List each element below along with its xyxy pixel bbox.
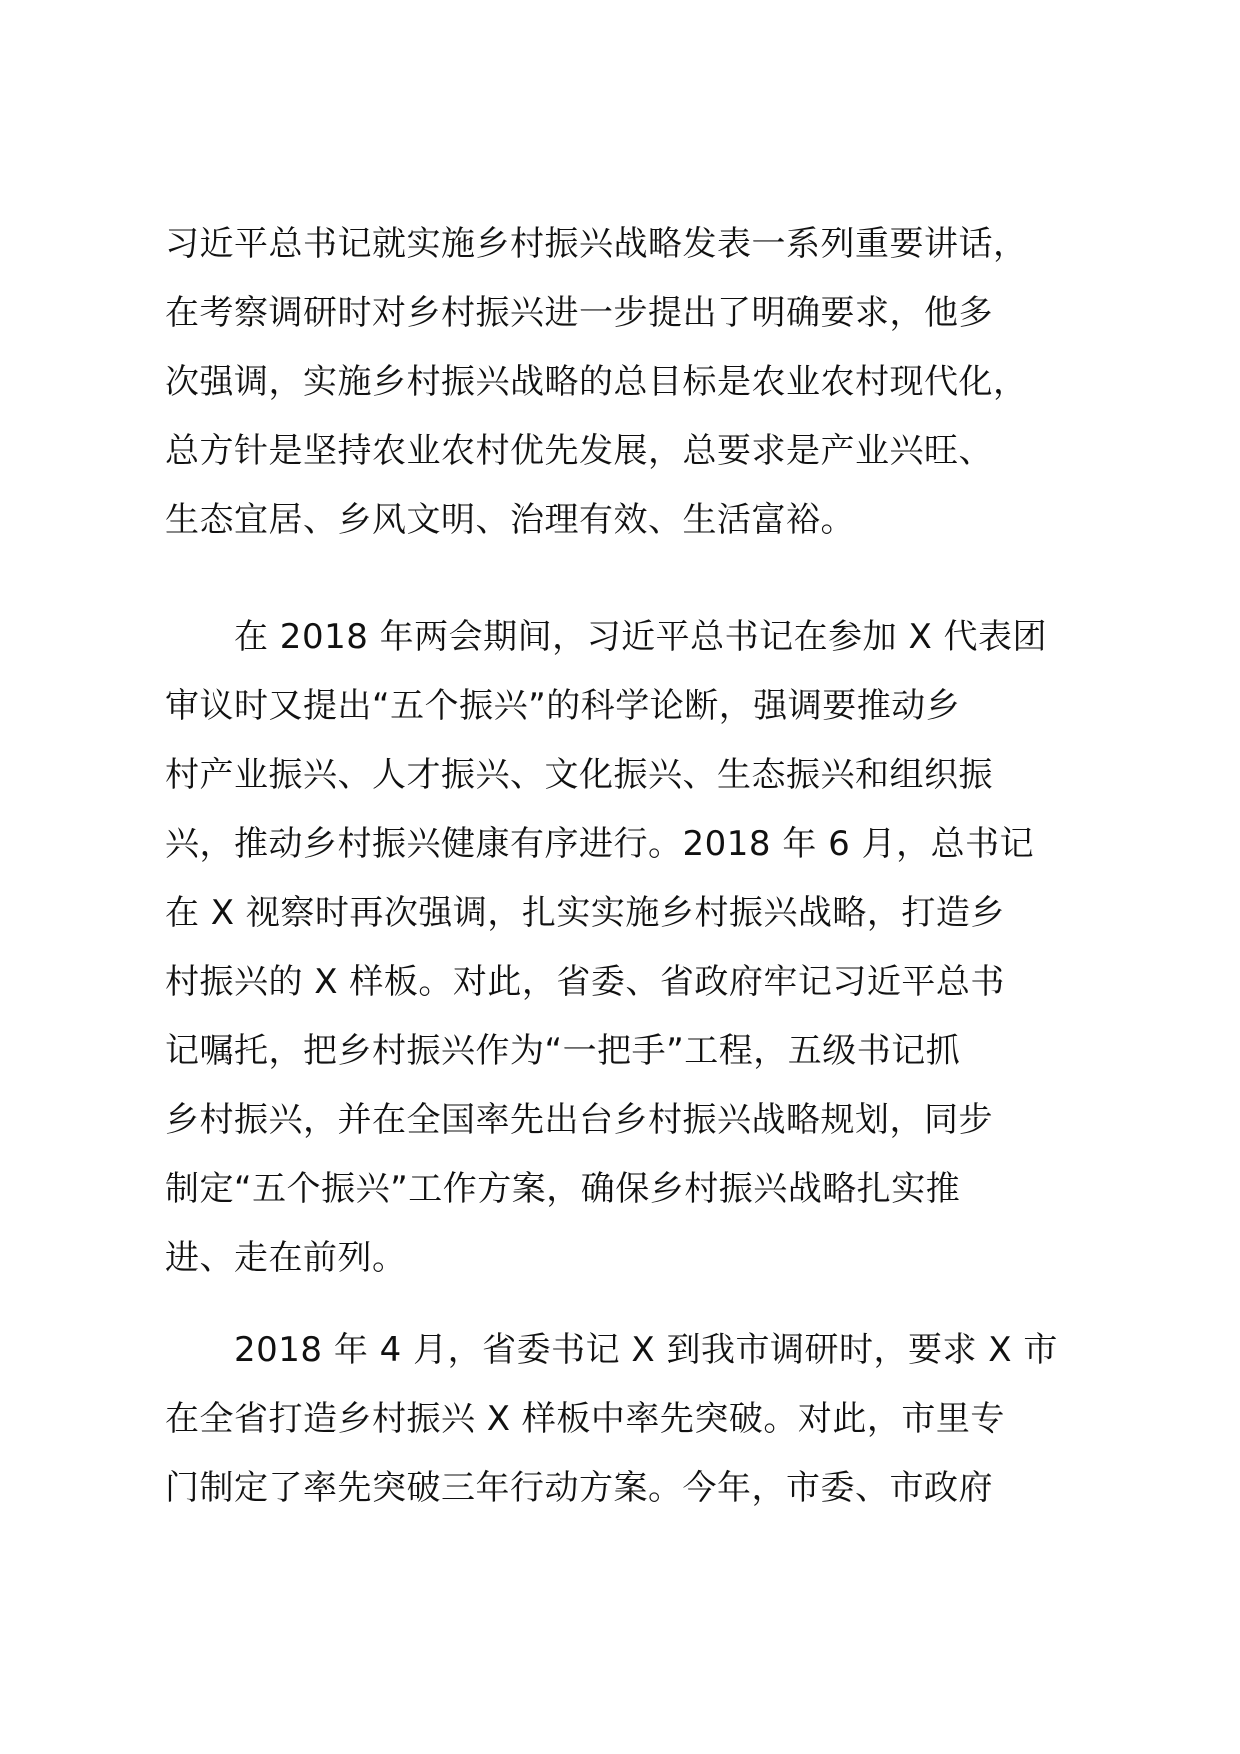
paragraph-1 [165,210,1125,555]
paragraph-2 [165,603,1125,1293]
text-line: 门制定了率先突破三年行动方案。今年，市委、市政府 [165,1468,993,1508]
text-line: 生态宜居、乡风文明、治理有效、生活富裕。 [165,500,855,540]
paragraph-3 [165,1316,1125,1523]
text-line: 村振兴的 X 样板。对此，省委、省政府牢记习近平总书 [165,962,1005,1002]
text-line: 2018 年 4 月，省委书记 X 到我市调研时，要求 X 市 [165,1330,1058,1370]
text-line: 进、走在前列。 [165,1238,407,1278]
text-line: 在 2018 年两会期间，习近平总书记在参加 X 代表团 [165,617,1048,657]
text-line: 记嘱托，把乡村振兴作为“一把手”工程，五级书记抓 [165,1031,961,1071]
text-line: 习近平总书记就实施乡村振兴战略发表一系列重要讲话， [165,224,1028,264]
text-line: 在全省打造乡村振兴 X 样板中率先突破。对此，市里专 [165,1399,1005,1439]
text-line: 村产业振兴、人才振兴、文化振兴、生态振兴和组织振 [165,755,993,795]
text-line: 在 X 视察时再次强调，扎实实施乡村振兴战略，打造乡 [165,893,1005,933]
text-line: 审议时又提出“五个振兴”的科学论断，强调要推动乡 [165,686,961,726]
text-line: 次强调，实施乡村振兴战略的总目标是农业农村现代化， [165,362,1028,402]
text-line: 兴，推动乡村振兴健康有序进行。2018 年 6 月，总书记 [165,824,1035,864]
text-line: 总方针是坚持农业农村优先发展，总要求是产业兴旺、 [165,431,993,471]
text-line: 乡村振兴，并在全国率先出台乡村振兴战略规划，同步 [165,1100,993,1140]
text-line: 制定“五个振兴”工作方案，确保乡村振兴战略扎实推 [165,1169,961,1209]
text-line: 在考察调研时对乡村振兴进一步提出了明确要求，他多 [165,293,993,333]
